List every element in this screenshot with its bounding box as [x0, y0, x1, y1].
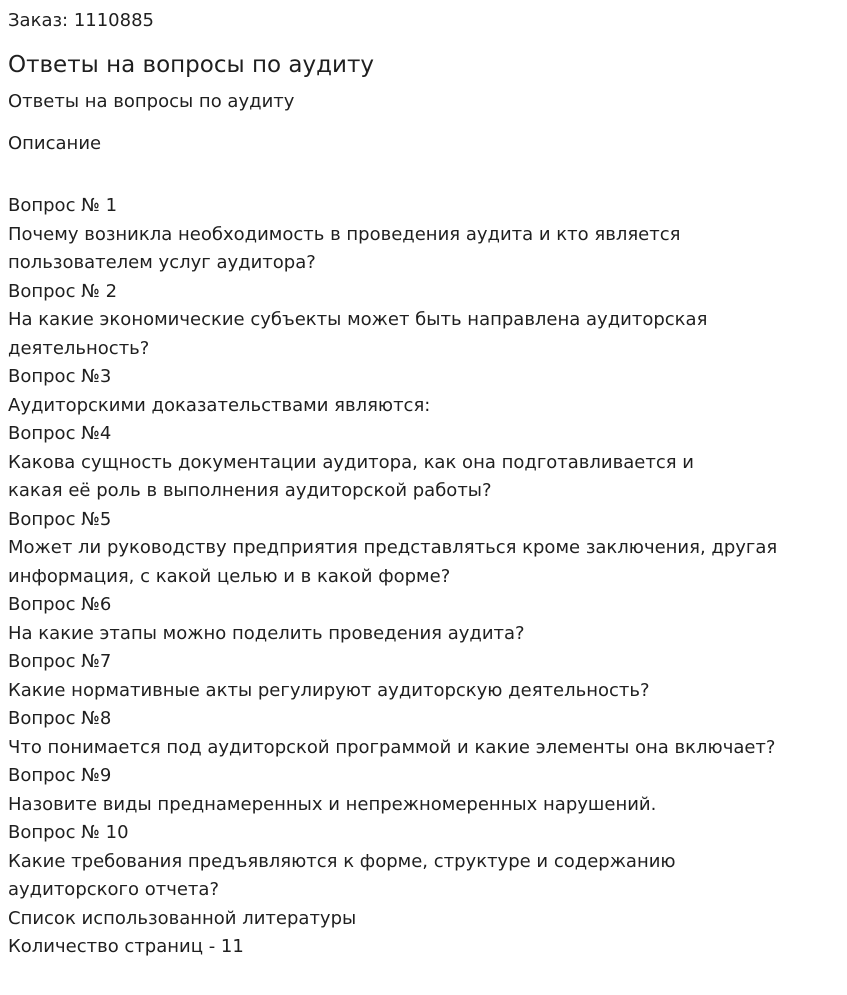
question-3-heading: Вопрос №3: [8, 366, 112, 387]
question-1-heading: Вопрос № 1: [8, 195, 118, 216]
question-10-heading: Вопрос № 10: [8, 822, 129, 843]
question-1-text-line-1: Почему возникла необходимость в проведения аудита и кто является: [8, 223, 681, 245]
question-2-text-line-2: деятельность?: [8, 337, 150, 359]
question-1-text-line-2: пользователем услуг аудитора?: [8, 252, 316, 273]
question-6-heading: Вопрос №6: [8, 594, 112, 615]
page-count-line: Количество страниц - 11: [8, 936, 244, 957]
question-8-text: Что понимается под аудиторской программой и какие элементы она включает?: [8, 736, 776, 758]
question-5-text-line-2: информация, с какой целью и в какой форме?: [8, 565, 451, 587]
question-10-text-line-1: Какие требования предъявляются к форме, структуре и содержанию: [8, 850, 676, 872]
question-10-text-line-2: аудиторского отчета?: [8, 879, 219, 900]
description-content: [8, 192, 839, 962]
question-2-heading: Вопрос № 2: [8, 280, 118, 302]
question-2-text-line-1: На какие экономические субъекты может быть направлена аудиторская: [8, 309, 708, 330]
question-9-heading: Вопрос №9: [8, 765, 112, 786]
question-4-heading: Вопрос №4: [8, 423, 112, 444]
question-4-text-line-1: Какова сущность документации аудитора, как она подготавливается и: [8, 451, 694, 473]
question-4-text-line-2: какая её роль в выполнения аудиторской работы?: [8, 480, 492, 501]
question-8-heading: Вопрос №8: [8, 708, 112, 729]
page-subtitle: Ответы на вопросы по аудиту: [8, 91, 295, 112]
references-line: Список использованной литературы: [8, 907, 357, 929]
question-7-text: Какие нормативные акты регулируют аудиторскую деятельность?: [8, 679, 650, 701]
question-5-heading: Вопрос №5: [8, 508, 112, 530]
order-number: Заказ: 1110885: [8, 10, 154, 31]
question-9-text: Назовите виды преднамеренных и непрежномеренных нарушений.: [8, 793, 657, 815]
question-3-text: Аудиторскими доказательствами являются:: [8, 394, 431, 416]
question-5-text-line-1: Может ли руководству предприятия представляться кроме заключения, другая: [8, 537, 778, 558]
page-title: Ответы на вопросы по аудиту: [8, 52, 374, 78]
description-heading: Описание: [8, 133, 102, 154]
question-7-heading: Вопрос №7: [8, 651, 112, 672]
question-6-text: На какие этапы можно поделить проведения аудита?: [8, 622, 525, 644]
